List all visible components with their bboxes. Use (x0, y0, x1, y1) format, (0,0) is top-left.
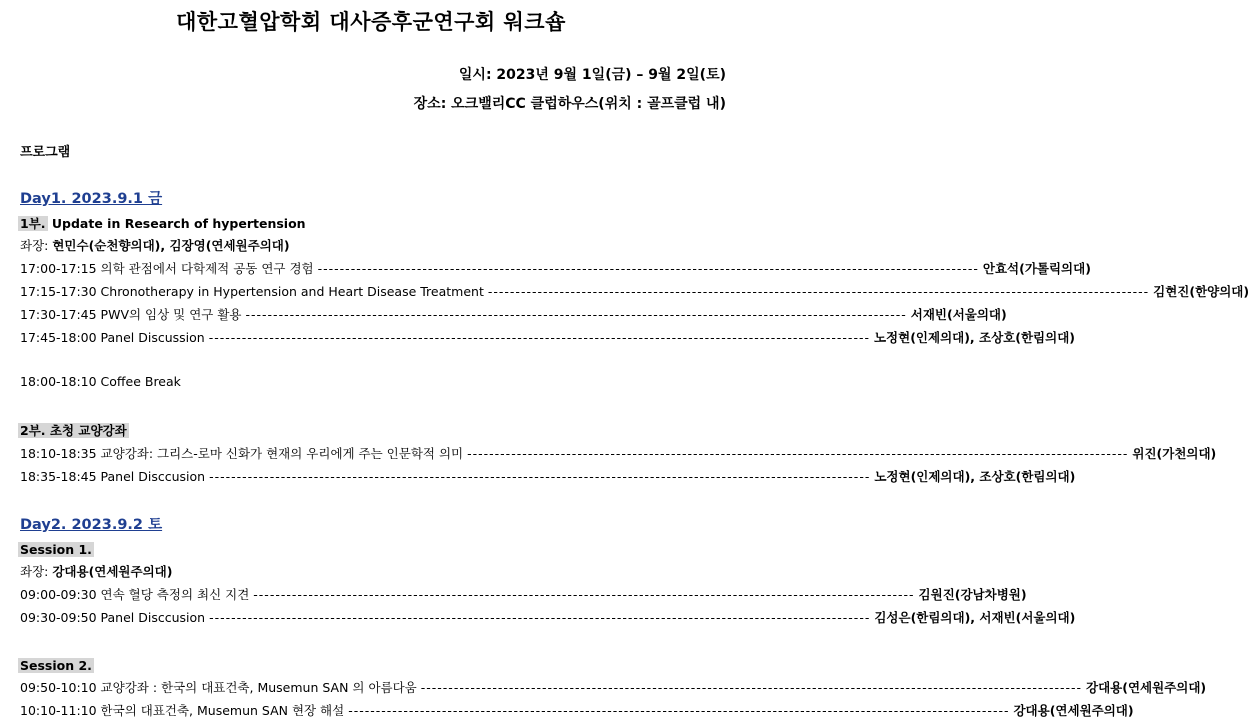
chair-label: 좌장: (20, 238, 53, 253)
row-topic: Panel Disccusion (100, 610, 206, 625)
row-time: 09:30-09:50 (20, 610, 97, 625)
schedule-row (20, 678, 1207, 696)
schedule-row (20, 328, 1075, 346)
row-topic: 연속 혈당 측정의 최신 지견 (100, 587, 250, 602)
part1-heading (20, 213, 306, 232)
row-topic: PWV의 임상 및 연구 활용 (100, 307, 242, 322)
row-topic: Panel Disccusion (100, 469, 206, 484)
chair-names: 현민수(순천향의대), 김장영(연세원주의대) (52, 238, 290, 253)
row-time: 09:50-10:10 (20, 680, 97, 695)
row-speaker: 김원진(강남차병원) (918, 587, 1027, 602)
dash-leader: ------------------------------------------------------------------------------------------------------------------------ (208, 330, 870, 345)
schedule-row (20, 444, 1217, 462)
row-speaker: 김성은(한림의대), 서재빈(서울의대) (874, 610, 1076, 625)
row-time: 17:15-17:30 (20, 284, 97, 299)
row-topic: 교양강좌 : 한국의 대표건축, Musemun SAN 의 아름다움 (100, 680, 417, 695)
schedule-row (20, 701, 1134, 719)
schedule-row (20, 282, 1249, 300)
dash-leader: ------------------------------------------------------------------------------------------------------------------------ (420, 680, 1083, 695)
venue-line: 장소: 오크밸리CC 클럽하우스(위치 : 골프클럽 내) (413, 96, 726, 112)
part1-title: Update in Research of hypertension (47, 216, 306, 231)
row-speaker: 위진(가천의대) (1132, 446, 1217, 461)
session2-heading (20, 655, 94, 674)
row-topic: Panel Discussion (100, 330, 205, 345)
dash-leader: ------------------------------------------------------------------------------------------------------------------------ (317, 261, 979, 276)
part2-heading (20, 420, 129, 439)
date-line: 일시: 2023년 9월 1일(금) – 9월 2일(토) (458, 67, 726, 83)
program-heading: 프로그램 (20, 145, 71, 160)
session1-chairs (20, 562, 172, 580)
row-speaker: 노정현(인제의대), 조상호(한림의대) (873, 330, 1075, 345)
dash-leader: ------------------------------------------------------------------------------------------------------------------------ (209, 610, 871, 625)
row-topic: Chronotherapy in Hypertension and Heart Disease Treatment (100, 284, 484, 299)
part1-prefix: 1부. (20, 216, 46, 231)
row-time: 17:00-17:15 (20, 261, 97, 276)
dash-leader: ------------------------------------------------------------------------------------------------------------------------ (348, 703, 1010, 718)
dash-leader: ------------------------------------------------------------------------------------------------------------------------ (209, 469, 871, 484)
document-title: 대한고혈압학회 대사증후군연구회 워크숍 (176, 10, 566, 34)
day2-heading: Day2. 2023.9.2 토 (20, 517, 163, 533)
schedule-row (20, 467, 1076, 485)
schedule-row (20, 305, 1007, 323)
row-time: 17:30-17:45 (20, 307, 97, 322)
row-topic: 교양강좌: 그리스-로마 신화가 현재의 우리에게 주는 인문학적 의미 (100, 446, 464, 461)
dash-leader: ------------------------------------------------------------------------------------------------------------------------ (245, 307, 907, 322)
session1-title: Session 1. (20, 542, 92, 557)
row-time: 10:10-11:10 (20, 703, 97, 718)
row-speaker: 강대용(연세원주의대) (1086, 680, 1207, 695)
coffee-break: 18:00-18:10 Coffee Break (20, 374, 181, 389)
session1-heading (20, 539, 94, 558)
schedule-row (20, 259, 1091, 277)
chair-names: 강대용(연세원주의대) (52, 564, 173, 579)
row-time: 17:45-18:00 (20, 330, 97, 345)
row-speaker: 강대용(연세원주의대) (1013, 703, 1134, 718)
row-time: 18:10-18:35 (20, 446, 97, 461)
session2-title: Session 2. (20, 658, 92, 673)
part2-title: 2부. 초청 교양강좌 (20, 423, 127, 438)
schedule-row (20, 585, 1027, 603)
dash-leader: ------------------------------------------------------------------------------------------------------------------------ (467, 446, 1129, 461)
row-speaker: 김현진(한양의대) (1153, 284, 1249, 299)
dash-leader: ------------------------------------------------------------------------------------------------------------------------ (253, 587, 915, 602)
dash-leader: ------------------------------------------------------------------------------------------------------------------------ (487, 284, 1150, 299)
schedule-row (20, 608, 1076, 626)
day1-heading: Day1. 2023.9.1 금 (20, 191, 163, 207)
part1-chairs (20, 236, 290, 254)
row-time: 09:00-09:30 (20, 587, 97, 602)
row-speaker: 노정현(인제의대), 조상호(한림의대) (874, 469, 1076, 484)
row-topic: 한국의 대표건축, Musemun SAN 현장 해설 (100, 703, 345, 718)
chair-label: 좌장: (20, 564, 53, 579)
row-speaker: 안효석(가톨릭의대) (982, 261, 1091, 276)
row-speaker: 서재빈(서울의대) (910, 307, 1007, 322)
row-topic: 의학 관점에서 다학제적 공동 연구 경험 (100, 261, 314, 276)
row-time: 18:35-18:45 (20, 469, 97, 484)
